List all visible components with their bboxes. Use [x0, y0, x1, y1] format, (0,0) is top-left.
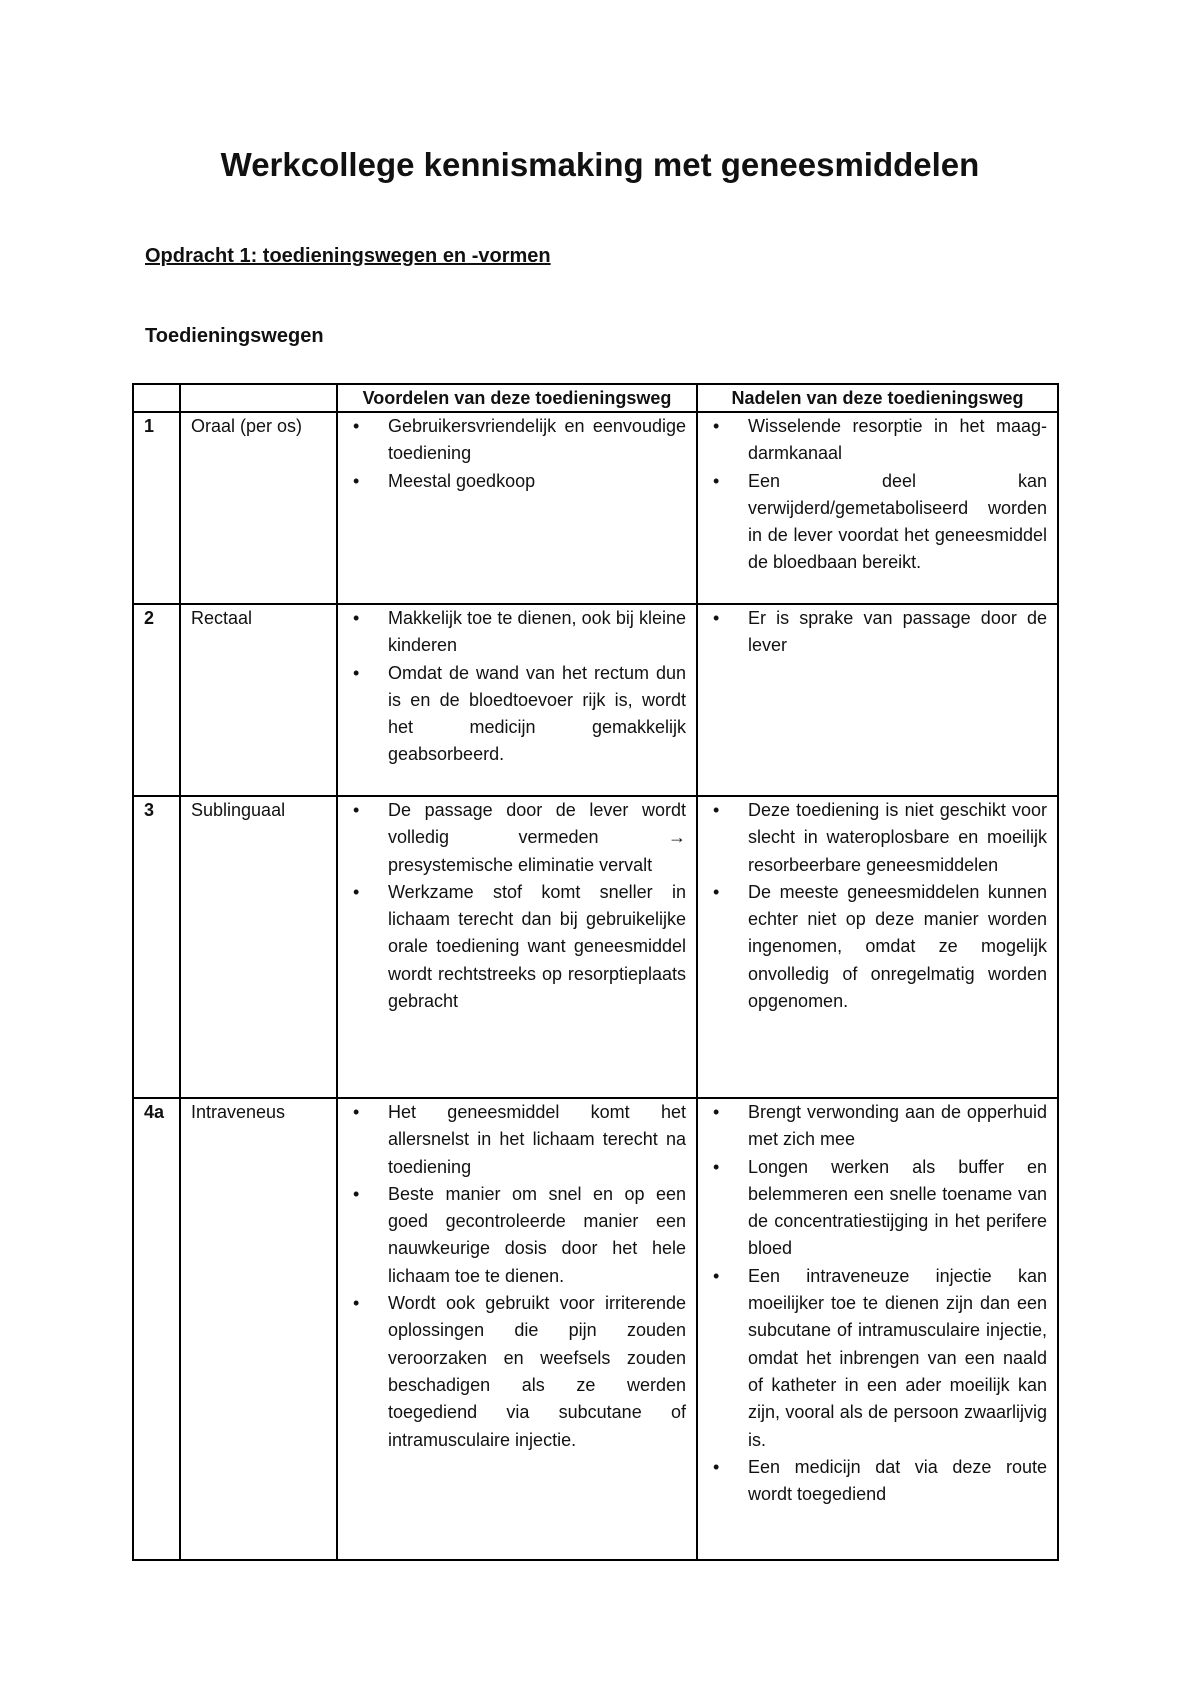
document-title: Werkcollege kennismaking met geneesmiddelen [220, 146, 980, 183]
advantage-item: • Werkzame stof komt sneller in lichaam terecht dan bij gebruikelijke orale toediening want geneesmiddel wordt rechtstreeks op resorptieplaats gebracht [348, 879, 686, 1015]
advantage-item: • De passage door de lever wordt volledig vermeden → presystemische eliminatie vervalt [348, 797, 686, 879]
route-name: Oraal (per os) [180, 412, 337, 604]
advantage-item: • Het geneesmiddel komt het allersnelst in het lichaam terecht na toediening [348, 1099, 686, 1181]
row-number: 4a [133, 1098, 180, 1560]
header-route [180, 384, 337, 412]
disadvantages-cell [697, 412, 1058, 604]
advantages-cell [337, 796, 697, 1098]
table-row [133, 796, 1058, 1098]
route-name: Intraveneus [180, 1098, 337, 1560]
table-row [133, 412, 1058, 604]
assignment-heading: Opdracht 1: toedieningswegen en -vormen [145, 245, 551, 267]
header-advantages: Voordelen van deze toedieningsweg [337, 384, 697, 412]
table-header-row [133, 384, 1058, 412]
disadvantage-item: • Een deel kan verwijderd/gemetaboliseerd worden in de lever voordat het geneesmiddel de bloedbaan bereikt. [708, 468, 1047, 577]
row-number: 2 [133, 604, 180, 796]
disadvantage-item: • Longen werken als buffer en belemmeren een snelle toename van de concentratiestijging in het perifere bloed [708, 1154, 1047, 1263]
disadvantages-cell [697, 604, 1058, 796]
disadvantage-item: • Wisselende resorptie in het maag-darmkanaal [708, 413, 1047, 468]
disadvantage-item: • Een medicijn dat via deze route wordt toegediend [708, 1454, 1047, 1509]
advantage-item: • Makkelijk toe te dienen, ook bij kleine kinderen [348, 605, 686, 660]
advantage-item: • Beste manier om snel en op een goed gecontroleerde manier een nauwkeurige dosis door het hele lichaam toe te dienen. [348, 1181, 686, 1290]
disadvantage-item: • Deze toediening is niet geschikt voor slecht in wateroplosbare en moeilijk resorbeerbare geneesmiddelen [708, 797, 1047, 879]
route-name: Sublinguaal [180, 796, 337, 1098]
advantage-item: • Meestal goedkoop [348, 468, 686, 495]
advantages-cell [337, 412, 697, 604]
route-name: Rectaal [180, 604, 337, 796]
disadvantages-cell [697, 1098, 1058, 1560]
disadvantage-item: • Een intraveneuze injectie kan moeilijker toe te dienen zijn dan een subcutane of intramusculaire injectie, omdat het inbrengen van een naald of katheter in een ader moeilijk kan zijn, vooral als de persoon zwaarlijvig is. [708, 1263, 1047, 1454]
advantage-item: • Omdat de wand van het rectum dun is en de bloedtoevoer rijk is, wordt het medicijn gemakkelijk geabsorbeerd. [348, 660, 686, 769]
advantages-cell [337, 604, 697, 796]
disadvantages-cell [697, 796, 1058, 1098]
table-row [133, 604, 1058, 796]
disadvantage-item: • Brengt verwonding aan de opperhuid met zich mee [708, 1099, 1047, 1154]
advantages-cell [337, 1098, 697, 1560]
header-disadvantages: Nadelen van deze toedieningsweg [697, 384, 1058, 412]
header-number [133, 384, 180, 412]
disadvantage-item: • De meeste geneesmiddelen kunnen echter niet op deze manier worden ingenomen, omdat ze mogelijk onvolledig of onregelmatig worden opgenomen. [708, 879, 1047, 1015]
disadvantage-item: • Er is sprake van passage door de lever [708, 605, 1047, 660]
row-number: 3 [133, 796, 180, 1098]
advantage-item: • Wordt ook gebruikt voor irriterende oplossingen die pijn zouden veroorzaken en weefsels zouden beschadigen als ze werden toegediend via subcutane of intramusculaire injectie. [348, 1290, 686, 1454]
section-heading: Toedieningswegen [145, 325, 324, 347]
row-number: 1 [133, 412, 180, 604]
advantage-item: • Gebruikersvriendelijk en eenvoudige toediening [348, 413, 686, 468]
table-row [133, 1098, 1058, 1560]
routes-table [132, 383, 1059, 1561]
